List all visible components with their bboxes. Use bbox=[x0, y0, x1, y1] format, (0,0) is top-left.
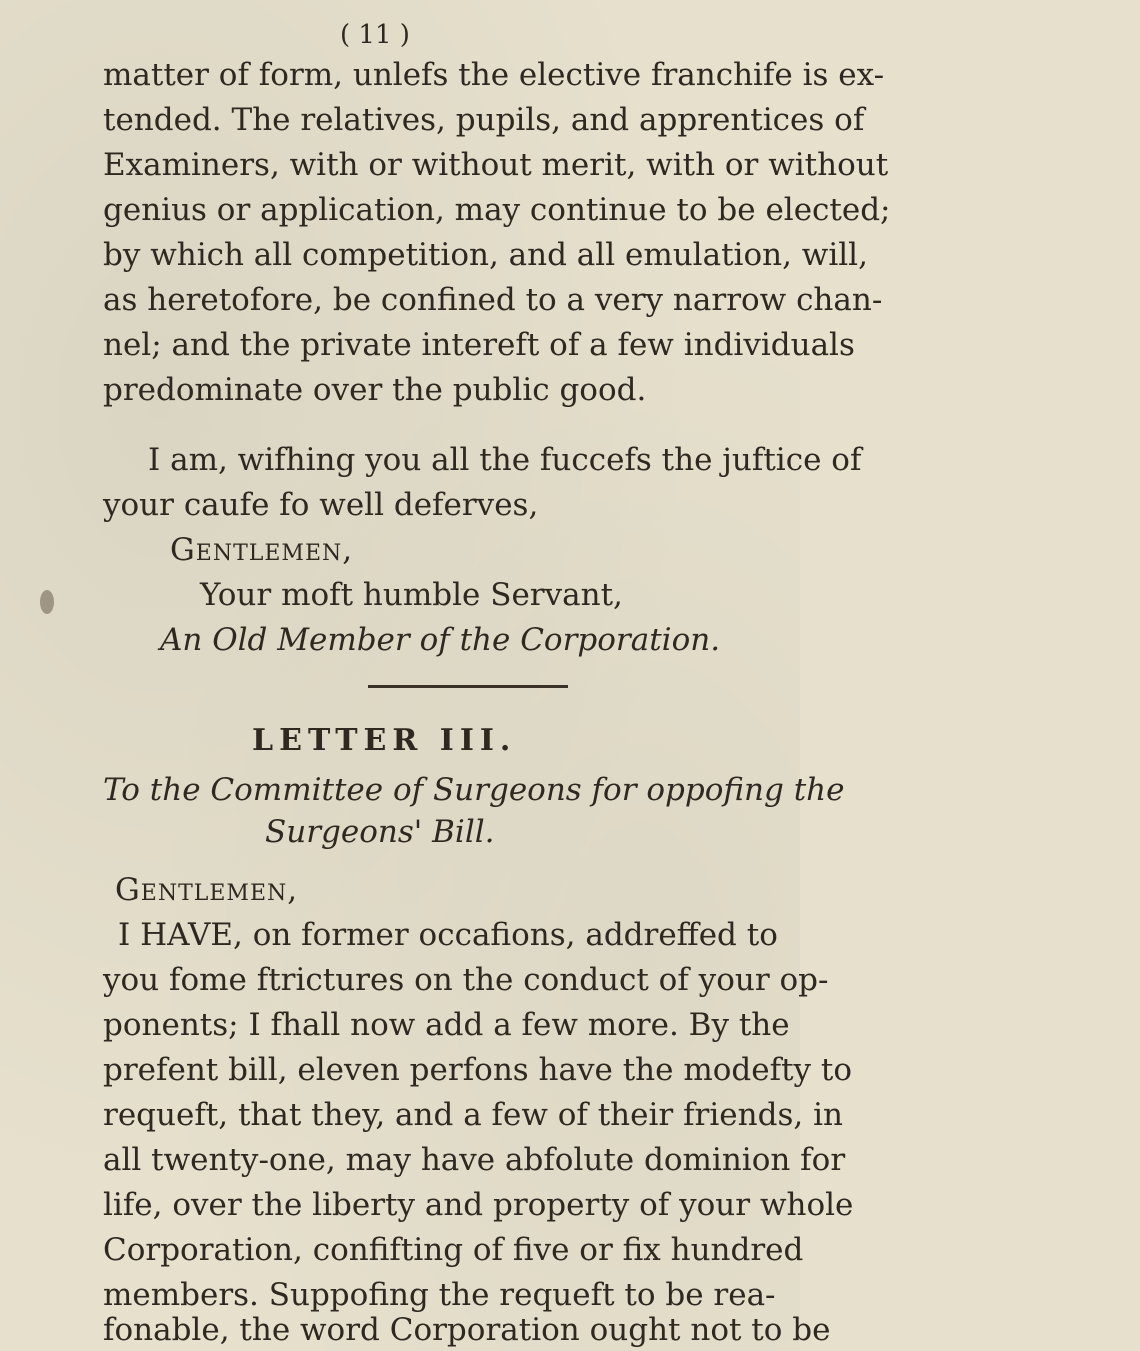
closing-salutation: Gentlemen, bbox=[170, 532, 354, 568]
text-line: members. Suppofing the requeft to be rea- bbox=[103, 1277, 776, 1313]
text-line: nel; and the private intereft of a few individuals bbox=[103, 327, 855, 363]
text-line: by which all competition, and all emulation, will, bbox=[103, 237, 868, 273]
letter-address: Surgeons' Bill. bbox=[265, 814, 495, 850]
letter-salutation: Gentlemen, bbox=[115, 872, 299, 908]
text-line: I HAVE, on former occafions, addreffed to bbox=[118, 917, 778, 953]
ink-smudge bbox=[40, 590, 54, 614]
text-line: genius or application, may continue to be elected; bbox=[103, 192, 891, 228]
text-line: tended. The relatives, pupils, and apprentices of bbox=[103, 102, 865, 138]
text-line: Examiners, with or without merit, with or without bbox=[103, 147, 889, 183]
text-line: matter of form, unlefs the elective franchife is ex- bbox=[103, 57, 885, 93]
closing-line: I am, wifhing you all the fuccefs the juftice of bbox=[148, 442, 862, 478]
text-line: ponents; I fhall now add a few more. By the bbox=[103, 1007, 790, 1043]
signature: An Old Member of the Corporation. bbox=[160, 622, 721, 658]
page-number: ( 11 ) bbox=[340, 20, 410, 50]
text-line: life, over the liberty and property of your whole bbox=[103, 1187, 854, 1223]
closing-line: your caufe fo well deferves, bbox=[103, 487, 539, 523]
text-line: Corporation, confifting of five or fix hundred bbox=[103, 1232, 804, 1268]
closing-valediction: Your moft humble Servant, bbox=[200, 577, 623, 613]
letter-address: To the Committee of Surgeons for oppofing the bbox=[103, 772, 845, 808]
letter-heading: LETTER III. bbox=[252, 723, 517, 758]
section-divider bbox=[368, 685, 568, 688]
text-line: requeft, that they, and a few of their friends, in bbox=[103, 1097, 843, 1133]
text-line: as heretofore, be confined to a very narrow chan- bbox=[103, 282, 883, 318]
text-line: predominate over the public good. bbox=[103, 372, 647, 408]
text-line: you fome ftrictures on the conduct of your op- bbox=[103, 962, 829, 998]
text-line: all twenty-one, may have abfolute dominion for bbox=[103, 1142, 846, 1178]
text-line: prefent bill, eleven perfons have the modefty to bbox=[103, 1052, 853, 1088]
text-line: fonable, the word Corporation ought not to be bbox=[103, 1312, 831, 1348]
